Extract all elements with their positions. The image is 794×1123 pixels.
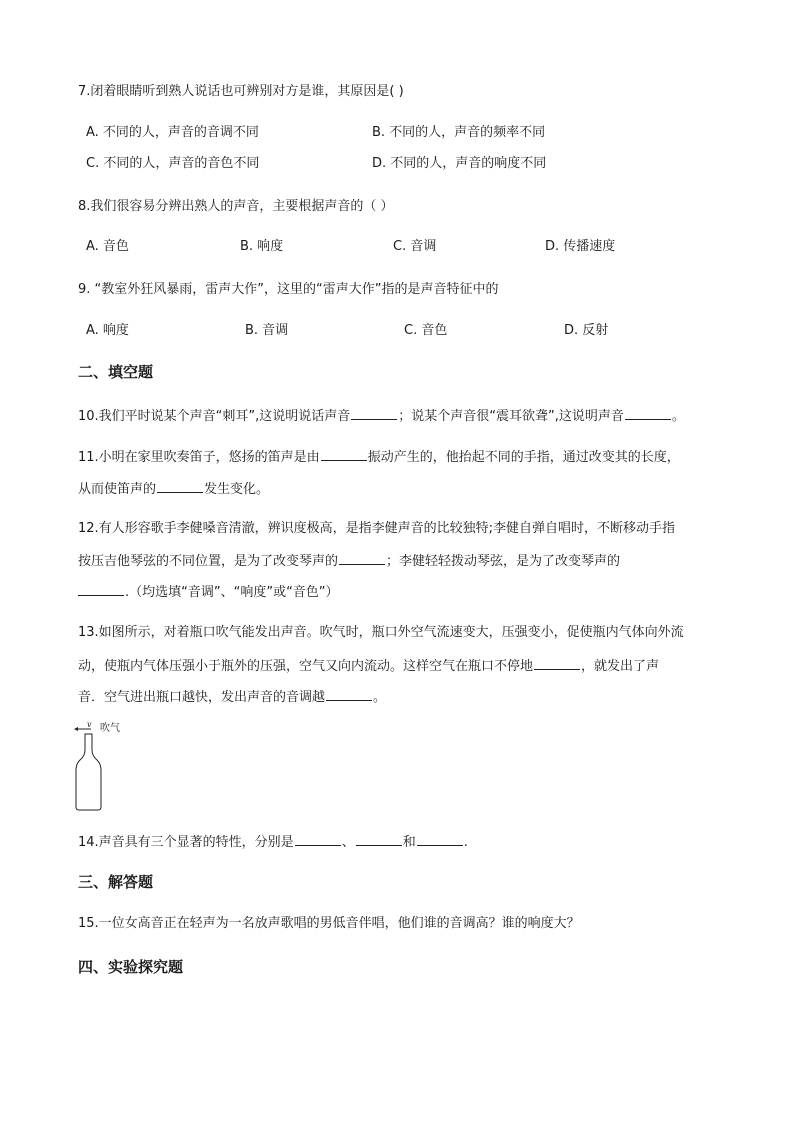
question-9-option-b: B. 音调 — [245, 323, 289, 338]
question-10-part-1: 10.我们平时说某个声音“刺耳”,这说明说话声音 — [78, 409, 351, 424]
question-13-line-3 — [78, 687, 386, 707]
question-8-option-a: A. 音色 — [86, 239, 129, 254]
answer-blank[interactable] — [339, 551, 385, 565]
question-10 — [78, 406, 685, 426]
question-8-option-b: B. 响度 — [240, 239, 284, 254]
section-heading-fill-in: 二、填空题 — [78, 363, 154, 381]
arrow-head-icon — [74, 727, 78, 731]
question-9-stem: 9. “教室外狂风暴雨，雷声大作”，这里的“雷声大作”指的是声音特征中的 — [78, 282, 499, 297]
question-10-part-2: ；说某个声音很“震耳欲聋”,这说明声音 — [398, 409, 624, 424]
question-14-text-b: 、 — [341, 835, 355, 850]
question-15: 15.一位女高音正在轻声为一名放声歌唱的男低音伴唱，他们谁的音调高？谁的响度大？ — [78, 916, 580, 931]
answer-blank[interactable] — [295, 832, 341, 846]
question-11-text-c: 从而使笛声的 — [78, 482, 157, 497]
question-8-option-c: C. 音调 — [393, 239, 437, 254]
question-9-option-a: A. 响度 — [86, 323, 129, 338]
answer-blank[interactable] — [356, 832, 402, 846]
question-11-text-d: 发生变化。 — [204, 482, 270, 497]
question-12-line-3 — [78, 582, 339, 602]
question-12-text-b: ；李健轻轻拨动琴弦，是为了改变琴声的 — [386, 554, 621, 569]
section-heading-answer: 三、解答题 — [78, 873, 154, 891]
question-9-option-c: C. 音色 — [404, 323, 448, 338]
question-7-option-b: B. 不同的人，声音的频率不同 — [372, 125, 546, 140]
question-14-text-c: 和 — [402, 835, 416, 850]
answer-blank[interactable] — [157, 479, 203, 493]
answer-blank[interactable] — [417, 832, 463, 846]
question-14 — [78, 832, 468, 852]
question-8-stem: 8.我们很容易分辨出熟人的声音，主要根据声音的（ ） — [78, 199, 394, 214]
answer-blank[interactable] — [321, 447, 367, 461]
question-13-line-1: 13.如图所示，对着瓶口吹气能发出声音。吹气时，瓶口外空气流速变大，压强变小，促使瓶内气体向外流 — [78, 625, 684, 640]
question-9-option-d: D. 反射 — [564, 323, 609, 338]
question-14-text-d: . — [463, 835, 468, 850]
question-11-text-a: 11.小明在家里吹奏笛子，悠扬的笛声是由 — [78, 450, 320, 465]
question-13-text-d: 。 — [373, 690, 387, 705]
blow-air-label: 吹气 — [100, 723, 120, 734]
question-7-option-d: D. 不同的人，声音的响度不同 — [372, 156, 547, 171]
question-11-line-1 — [78, 447, 680, 467]
question-13-line-2 — [78, 656, 659, 676]
question-13-text-c: 音．空气进出瓶口越快，发出声音的音调越 — [78, 690, 326, 705]
question-11-line-2 — [78, 479, 269, 499]
question-7-option-a: A. 不同的人，声音的音调不同 — [86, 125, 259, 140]
answer-blank[interactable] — [326, 687, 372, 701]
question-11-text-b: 振动产生的，他抬起不同的手指，通过改变其的长度， — [367, 450, 680, 465]
question-12-text-c: .（均选填“音调”、“响度”或“音色”） — [125, 585, 339, 600]
answer-blank[interactable] — [351, 406, 397, 420]
question-7-stem: 7.闭着眼睛听到熟人说话也可辨别对方是谁，其原因是( ) — [78, 84, 404, 99]
question-13-text-a: 动，使瓶内气体压强小于瓶外的压强，空气又向内流动。这样空气在瓶口不停地 — [78, 659, 534, 674]
section-heading-experiment: 四、实验探究题 — [78, 958, 184, 976]
question-13-text-b: ，就发出了声 — [581, 659, 660, 674]
question-14-text-a: 14.声音具有三个显著的特性，分别是 — [78, 835, 294, 850]
bottle-blowing-figure — [70, 718, 140, 814]
answer-blank[interactable] — [534, 656, 580, 670]
velocity-label: v — [87, 720, 92, 729]
question-8-option-d: D. 传播速度 — [545, 239, 616, 254]
question-12-text-a: 按压吉他琴弦的不同位置，是为了改变琴声的 — [78, 554, 339, 569]
answer-blank[interactable] — [78, 582, 124, 596]
question-12-line-2 — [78, 551, 620, 571]
question-10-part-3: 。 — [671, 409, 685, 424]
question-12-line-1: 12.有人形容歌手李健嗓音清澈，辨识度极高，是指李健声音的比较独特;李健自弹自唱时，不断移动手指 — [78, 521, 676, 536]
answer-blank[interactable] — [625, 406, 671, 420]
question-7-option-c: C. 不同的人，声音的音色不同 — [86, 156, 260, 171]
bottle-outline — [76, 734, 101, 810]
